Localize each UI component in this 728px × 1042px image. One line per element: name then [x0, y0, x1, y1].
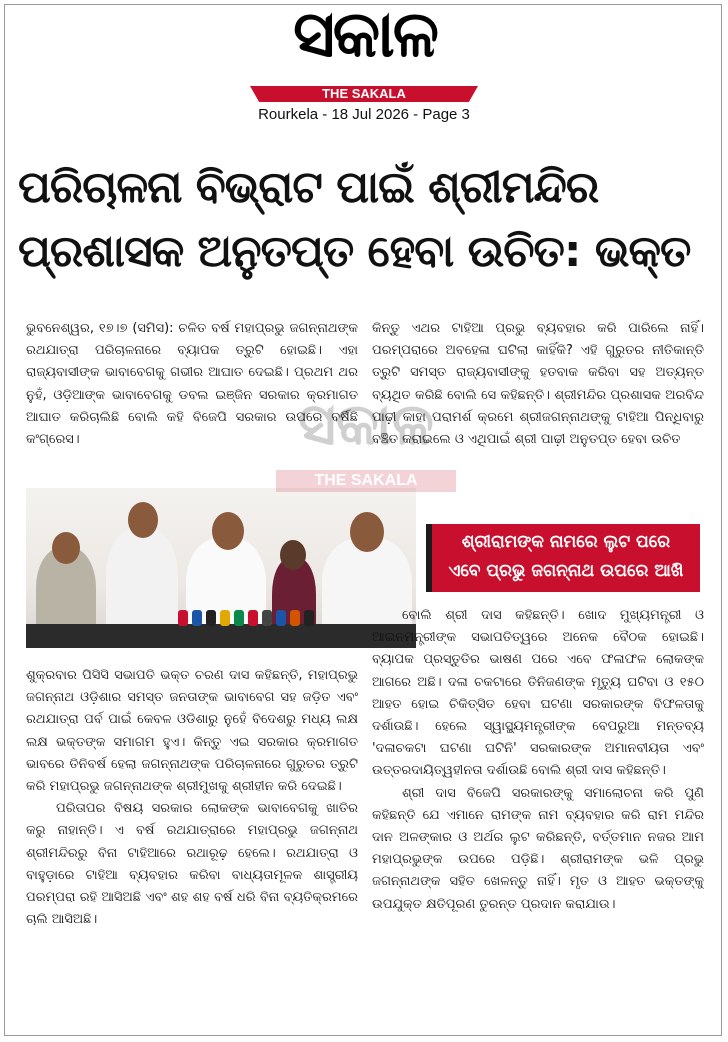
masthead-logo: [217, 0, 513, 86]
dateline: Rourkela - 18 Jul 2026 - Page 3: [258, 106, 470, 123]
subheading-line-2: ଏବେ ପ୍ରଭୁ ଜଗନ୍ନାଥ ଉପରେ ଆଖି: [448, 561, 684, 581]
press-table: [26, 624, 416, 648]
paragraph: ବୋଲି ଶ୍ରୀ ଦାସ କହିଛନ୍ତି। ଖୋଦ ମୁଖ୍ୟମନ୍ତ୍ରୀ ଓ ଆଇନମନ୍ତ୍ରୀଙ୍କ ସଭାପତିତ୍ୱରେ ଅନେକ ବୈଠକ ହୋଇଛି। ବ୍ୟାପକ ପ୍ରସ୍ତୁତିର ଭାଷଣ ପରେ ଏବେ ଫଳାଫଳ ଲୋକଙ୍କ ଆଗରେ ଅଛି। ଦଳା ଚକଟାରେ ତିନିଜଣଙ୍କ ମୃତ୍ୟୁ ଘଟିବା ଓ ୧୫୦ ଆହତ ହୋଇ ଚିକିତ୍ସିତ ହେବା ଘଟଣା ସରକାରଙ୍କ ବିଫଳତାକୁ ଦର୍ଶାଉଛି। ହେଲେ ସ୍ୱାସ୍ଥ୍ୟମନ୍ତ୍ରୀଙ୍କ ବେପରୁଆ ମନ୍ତବ୍ୟ 'ଦଳାଚକଟା ଘଟଣା ଘଟିନି' ସରକାରଙ୍କ ଅମାନବୀୟତା ଏବଂ ଉତ୍ତରଦାୟିତ୍ୱହୀନତା ଦର୍ଶାଉଛି ବୋଲି ଶ୍ରୀ ଦାସ କହିଛନ୍ତି।: [372, 608, 704, 779]
watermark-subtitle: THE SAKALA: [276, 470, 456, 492]
logo-wordmark: ସକାଳ: [293, 0, 437, 72]
paragraph: ଶ୍ରୀ ଦାସ ବିଜେପି ସରକାରଙ୍କୁ ସମାଲୋଚନା କରି ପୁଣି କହିଛନ୍ତି ଯେ ଏମାନେ ରାମଙ୍କ ନାମ ବ୍ୟବହାର କରି ରାମ ମନ୍ଦିର ଦାନ ଅଳଙ୍କାର ଓ ଅର୍ଥର ଲୁଟ କରିଛନ୍ତି, ବର୍ତ୍ତମାନ ନଜର ଆମ ମହାପ୍ରଭୁଙ୍କ ଉପରେ ପଡ଼ିଛି। ଶ୍ରୀରାମଙ୍କ ଭଳି ପ୍ରଭୁ ଜଗନ୍ନାଥଙ୍କ ସହିତ ଖେଳନ୍ତୁ ନାହିଁ। ମୃତ ଓ ଆହତ ଭକ୍ତଙ୍କୁ ଉପଯୁକ୍ତ କ୍ଷତିପୂରଣ ତୁରନ୍ତ ପ୍ରଦାନ କରାଯାଉ।: [372, 785, 704, 912]
paragraph: ଶୁକ୍ରବାର ପିସିସି ସଭାପତି ଭକ୍ତ ଚରଣ ଦାସ କହିଛନ୍ତି, ମହାପ୍ରଭୁ ଜଗନ୍ନାଥ ଓଡ଼ିଶାର ସମସ୍ତ ଜନତାଙ୍କ ଭାବାବେଗ ସହ ଜଡ଼ିତ ଏବଂ ରଥଯାତ୍ରା ପର୍ବ ପାଇଁ କେବଳ ଓଡିଶାରୁ ନୁହେଁ ବିଦେଶରୁ ମଧ୍ୟ ଲକ୍ଷ ଲକ୍ଷ ଭକ୍ତଙ୍କ ସମାଗମ ହୁଏ। କିନ୍ତୁ ଏଇ ସରକାର କ୍ରମାଗତ ଭାବରେ ତିନିବର୍ଷ ହେଲା ଜଗନ୍ନାଥଙ୍କ ପରିଚାଳନାରେ ଗୁରୁତର ତ୍ରୁଟି କରି ମହାପ୍ରଭୁ ଜଗନ୍ନାଥଙ୍କ ଶ୍ରୀମୁଖକୁ ଶ୍ରୀହୀନ କରି ଦେଇଛି।: [26, 668, 358, 795]
subheading-line-1: ଶ୍ରୀରାମଙ୍କ ନାମରେ ଲୁଟ ପରେ: [461, 532, 671, 552]
subheading-box: [432, 524, 700, 592]
article-right-bottom: [372, 605, 704, 1015]
article-right-top: [372, 318, 704, 498]
watermark-wordmark: ସକାଳ: [298, 390, 434, 458]
logo-subtitle: THE SAKALA: [322, 86, 406, 101]
headline-line-2: ପ୍ରଶାସକ ଅନୁତପ୍ତ ହେବା ଉଚିତ: ଭକ୍ତ: [18, 226, 691, 277]
article-left-bottom: [26, 665, 358, 1015]
paragraph: ଭୁବନେଶ୍ୱର, ୧୭।୭ (ସମିସ): ଚଳିତ ବର୍ଷ ମହାପ୍ରଭୁ ଜଗନ୍ନାଥଙ୍କ ରଥଯାତ୍ରା ପରିଚାଳନାରେ ବ୍ୟାପକ ତ୍ରୁଟି ହୋଇଛି। ଏହା ରାଜ୍ୟବାସୀଙ୍କ ଭାବାବେଗକୁ ଗଭୀର ଆଘାତ ଦେଇଛି। ପ୍ରଥମ ଥର ନୁହଁ, ଓଡ଼ିଆଙ୍କ ଭାବାବେଗକୁ ଡବଲ ଇଞ୍ଜିନ ସରକାର କ୍ରମାଗତ ଆଘାତ କରିଚାଲିଛି ବୋଲି କହି ବିଜେପି ସରକାର ଉପରେ ବର୍ଷିଛି କଂଗ୍ରେସ।: [26, 321, 358, 448]
paragraph: ପରିତାପର ବିଷୟ ସରକାର ଲୋକଙ୍କ ଭାବାବେଗକୁ ଖାତିର କରୁ ନାହାନ୍ତି। ଏ ବର୍ଷ ରଥଯାତ୍ରାରେ ମହାପ୍ରଭୁ ଜଗନ୍ନାଥ ଶ୍ରୀମନ୍ଦିରରୁ ବିନା ଟାହିଆରେ ରଥାରୂଢ଼ ହେଲେ। ରଥଯାତ୍ରା ଓ ବାହୁଡ଼ାରେ ଟାହିଆ ବ୍ୟବହାର କରିବା ବାଧ୍ୟତାମୂଳକ ଶାସ୍ତ୍ରୀୟ ପରମ୍ପରା ରହି ଆସିଅଛି ଏବଂ ଶହ ଶହ ବର୍ଷ ଧରି ବିନା ବ୍ୟତିକ୍ରମରେ ଚାଲି ଆସିଅଛି।: [26, 801, 358, 928]
paragraph: କିନ୍ତୁ ଏଥର ଟାହିଆ ପ୍ରଭୁ ବ୍ୟବହାର କରି ପାରିଲେ ନାହିଁ। ପରମ୍ପରାରେ ଅବହେଳା ଘଟିଲା କାହିଁକି? ଏହି ଗୁରୁତର ନୀତିକାନ୍ତି ତ୍ରୁଟି ସମସ୍ତ ରାଜ୍ୟବାସୀଙ୍କୁ ହତବାକ କରିବା ସହ ଅତ୍ୟନ୍ତ ବ୍ୟଥିତ କରିଛି ବୋଲି ସେ କହିଛନ୍ତି। ଶ୍ରୀମନ୍ଦିର ପ୍ରଶାସକ ଅରବିନ୍ଦ ପାଢ଼ୀ କାହା ପରାମର୍ଶ କ୍ରମେ ଶ୍ରୀଜଗନ୍ନାଥଙ୍କୁ ଟାହିଆ ପିନ୍ଧିବାରୁ ବଞ୍ଚିତ କରାଇଲେ ଓ ଏଥିପାଇଁ ଶ୍ରୀ ପାଢ଼ୀ ଅନୁତପ୍ତ ହେବା ଉଚିତ: [372, 321, 704, 448]
press-conference-photo: [26, 488, 416, 648]
headline-line-1: ପରିଚାଳନା ବିଭ୍ରାଟ ପାଇଁ ଶ୍ରୀମନ୍ଦିର: [18, 162, 599, 213]
article-left-top: [26, 318, 358, 474]
